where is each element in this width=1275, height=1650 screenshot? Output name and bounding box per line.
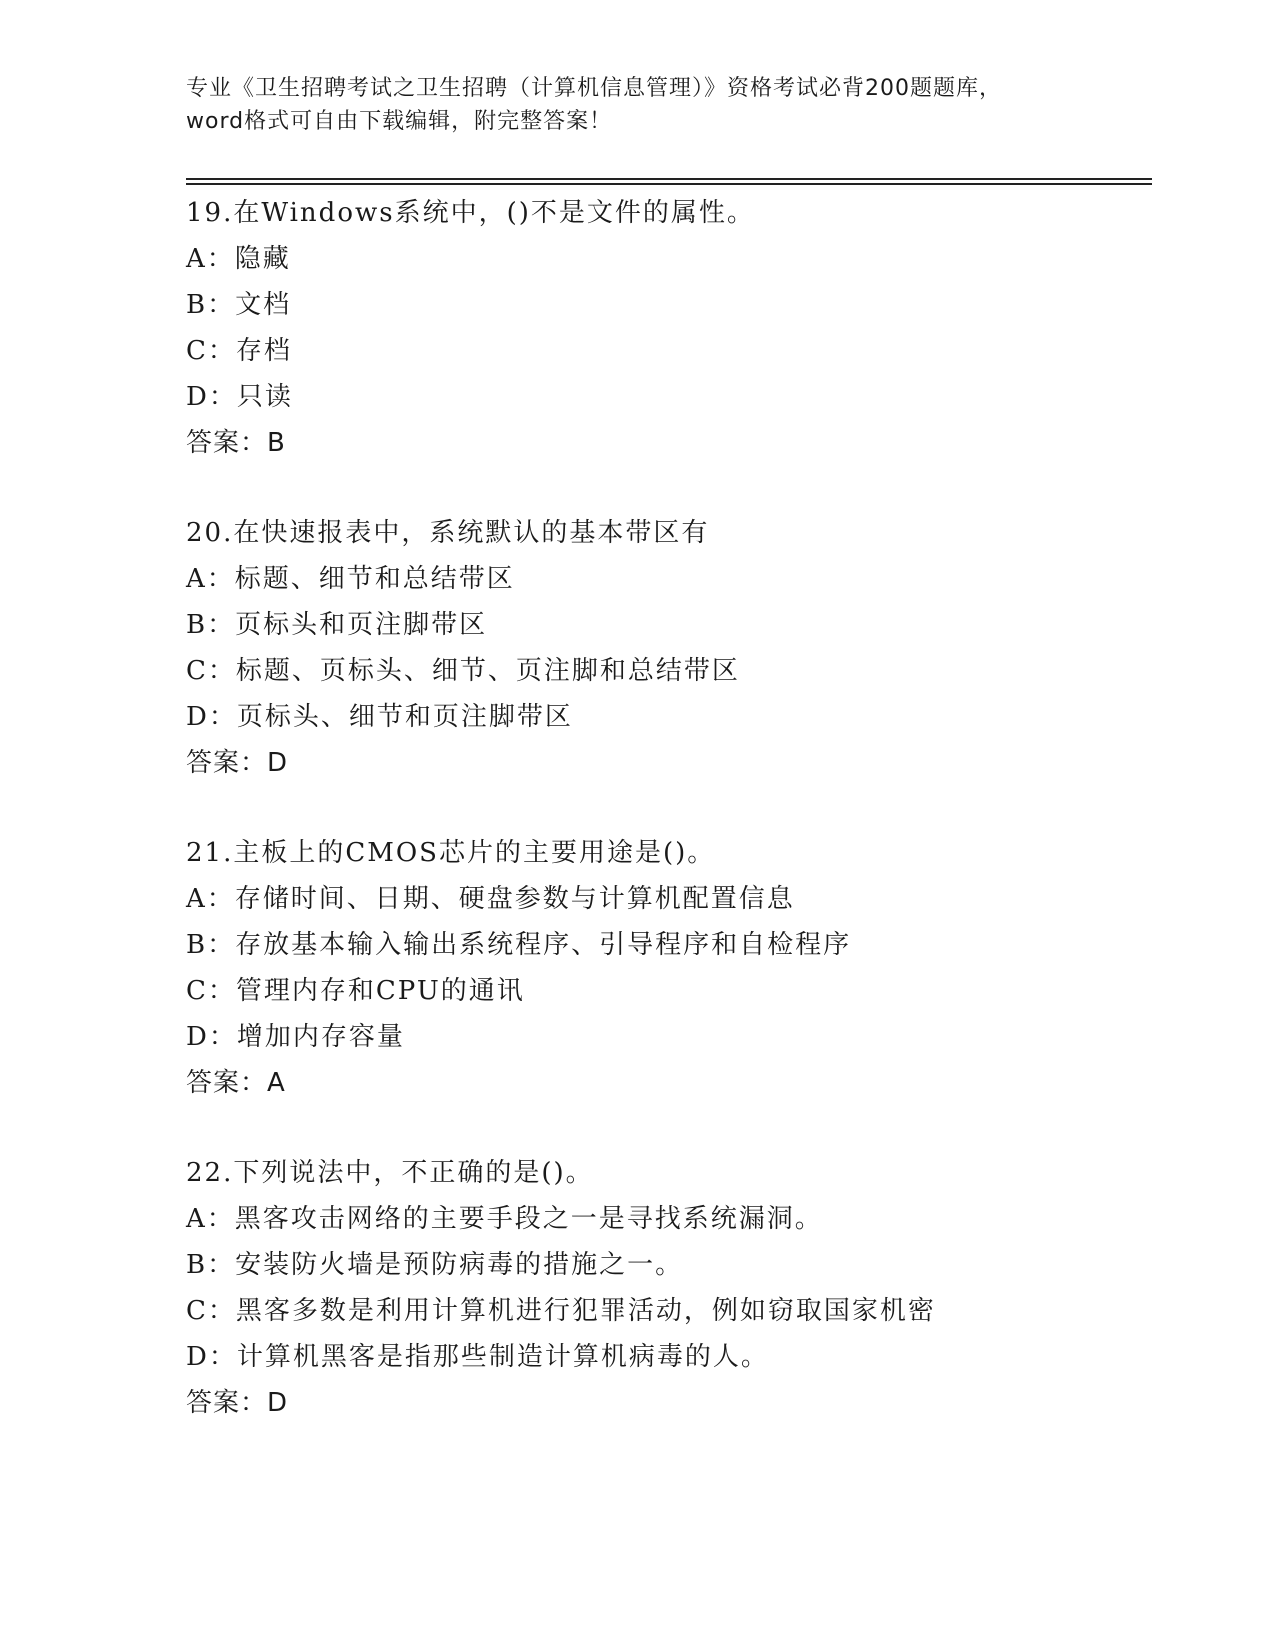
header-line-2: word格式可自由下载编辑，附完整答案！ [186, 109, 613, 134]
option-d: D：增加内存容量 [186, 1022, 405, 1052]
option-a: A：黑客攻击网络的主要手段之一是寻找系统漏洞。 [186, 1204, 823, 1234]
question-stem: 22.下列说法中，不正确的是()。 [186, 1158, 594, 1188]
option-d: D：只读 [186, 382, 293, 412]
option-c: C：黑客多数是利用计算机进行犯罪活动，例如窃取国家机密 [186, 1296, 936, 1326]
document-header [186, 72, 1146, 138]
question-stem: 19.在Windows系统中，()不是文件的属性。 [186, 198, 755, 228]
option-c: C：标题、页标头、细节、页注脚和总结带区 [186, 656, 740, 686]
header-line-1: 专业《卫生招聘考试之卫生招聘（计算机信息管理）》资格考试必背200题题库， [186, 76, 1002, 101]
question-21 [186, 830, 1146, 1106]
option-b: B：页标头和页注脚带区 [186, 610, 488, 640]
answer: 答案：D [186, 748, 289, 778]
question-22 [186, 1150, 1146, 1426]
option-b: B：安装防火墙是预防病毒的措施之一。 [186, 1250, 684, 1280]
option-c: C：存档 [186, 336, 292, 366]
option-b: B：存放基本输入输出系统程序、引导程序和自检程序 [186, 930, 852, 960]
question-20 [186, 510, 1146, 786]
option-c: C：管理内存和CPU的通讯 [186, 976, 525, 1006]
answer: 答案：D [186, 1388, 289, 1418]
answer: 答案：B [186, 428, 286, 458]
option-d: D：计算机黑客是指那些制造计算机病毒的人。 [186, 1342, 769, 1372]
header-rule-bottom [186, 183, 1152, 185]
question-stem: 20.在快速报表中，系统默认的基本带区有 [186, 518, 710, 548]
header-rule-top [186, 178, 1152, 180]
question-stem: 21.主板上的CMOS芯片的主要用途是()。 [186, 838, 716, 868]
option-a: A：存储时间、日期、硬盘参数与计算机配置信息 [186, 884, 795, 914]
option-a: A：标题、细节和总结带区 [186, 564, 515, 594]
answer: 答案：A [186, 1068, 286, 1098]
option-d: D：页标头、细节和页注脚带区 [186, 702, 573, 732]
question-19 [186, 190, 1146, 466]
option-b: B：文档 [186, 290, 292, 320]
option-a: A：隐藏 [186, 244, 291, 274]
